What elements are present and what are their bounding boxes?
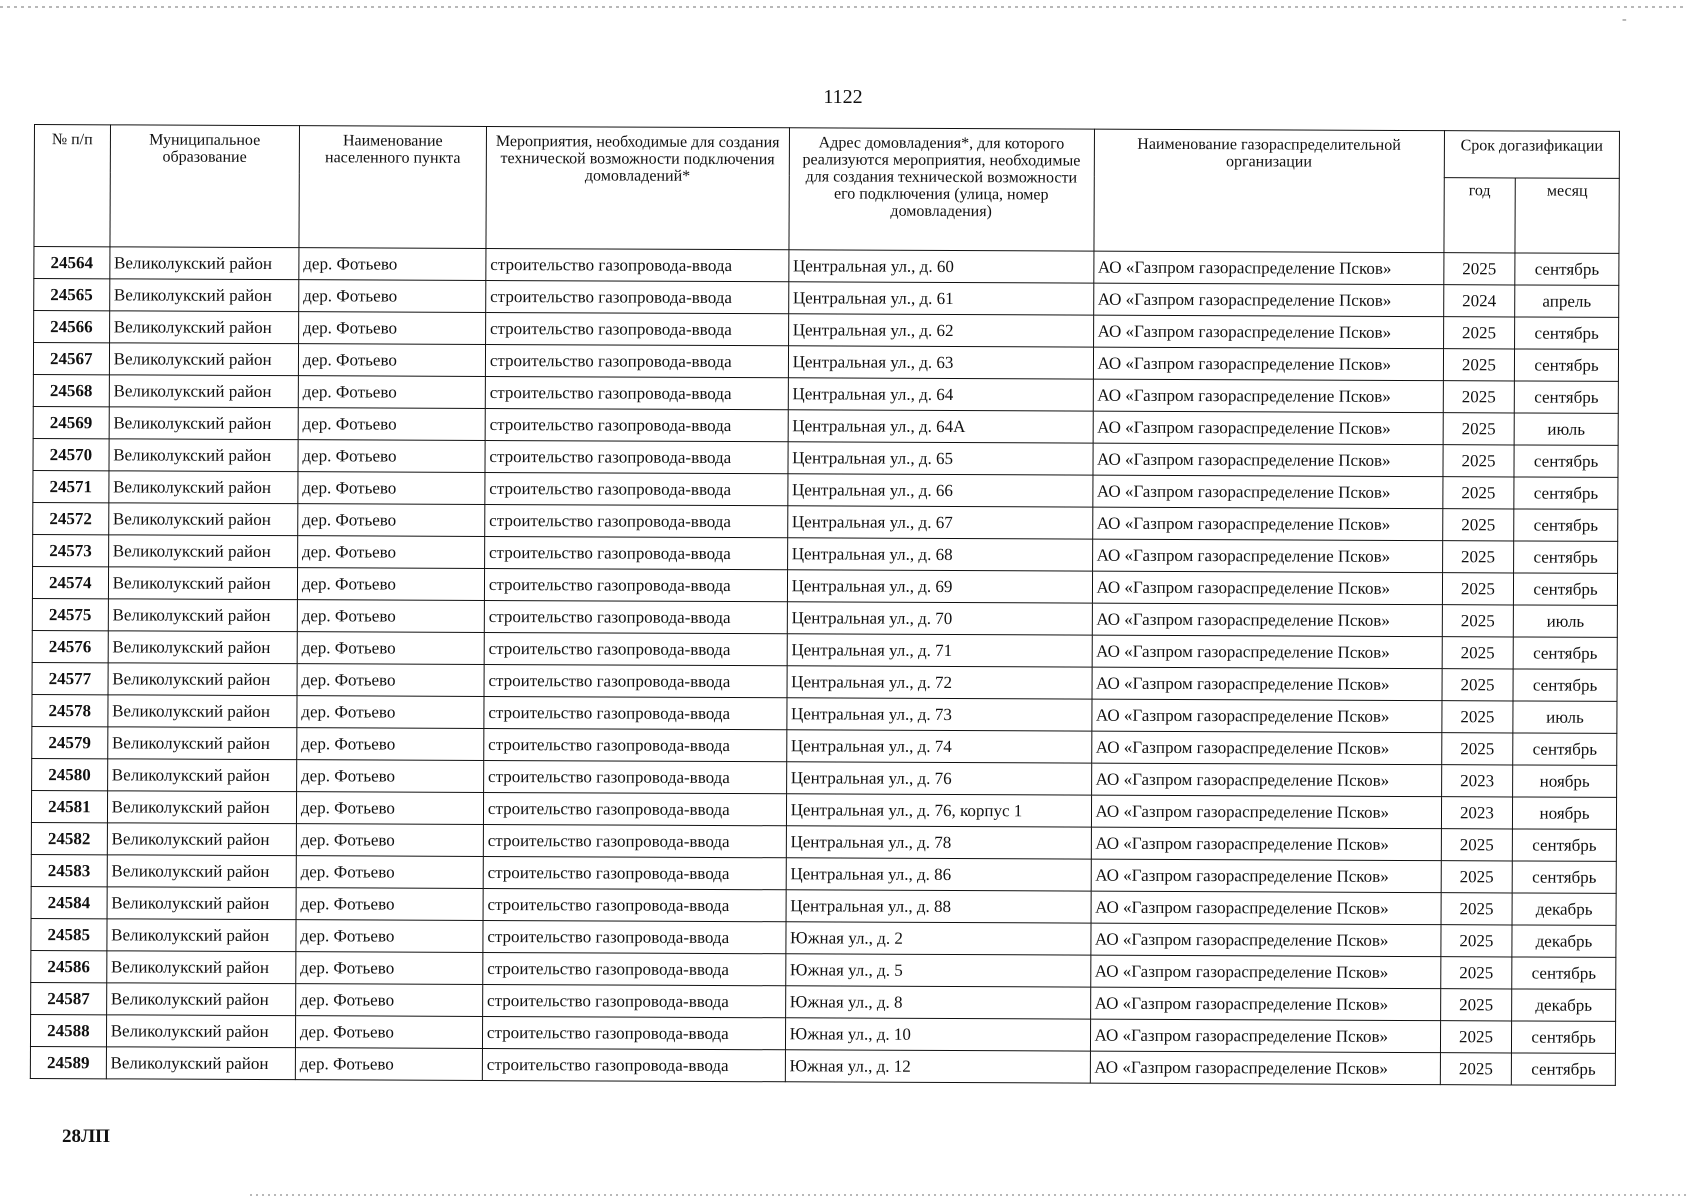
cell-settlement: дер. Фотьево — [296, 792, 483, 825]
cell-settlement: дер. Фотьево — [299, 280, 486, 313]
cell-month: сентябрь — [1514, 381, 1618, 413]
cell-municipality: Великолукский район — [106, 983, 295, 1016]
cell-num: 24588 — [30, 1014, 106, 1046]
cell-year: 2025 — [1440, 1021, 1511, 1053]
cell-municipality: Великолукский район — [107, 759, 296, 792]
cell-year: 2025 — [1443, 413, 1514, 445]
cell-year: 2025 — [1441, 893, 1512, 925]
cell-year: 2025 — [1441, 957, 1512, 989]
cell-settlement: дер. Фотьево — [297, 728, 484, 761]
cell-settlement: дер. Фотьево — [296, 856, 483, 889]
cell-municipality: Великолукский район — [109, 311, 298, 344]
cell-address: Центральная ул., д. 64А — [788, 410, 1093, 443]
footer-code: 28ЛП — [62, 1126, 110, 1147]
cell-year: 2025 — [1444, 253, 1515, 285]
header-year: год — [1444, 178, 1516, 253]
cell-month: декабрь — [1512, 925, 1616, 957]
cell-org: АО «Газпром газораспределение Псков» — [1091, 827, 1441, 861]
cell-address: Центральная ул., д. 76, корпус 1 — [786, 794, 1091, 827]
cell-month: июль — [1513, 605, 1617, 637]
cell-municipality: Великолукский район — [109, 279, 298, 312]
cell-year: 2025 — [1442, 669, 1513, 701]
cell-month: сентябрь — [1515, 317, 1619, 349]
cell-measure: строительство газопровода-ввода — [483, 984, 786, 1017]
cell-address: Южная ул., д. 8 — [785, 986, 1090, 1019]
cell-address: Центральная ул., д. 69 — [787, 570, 1092, 603]
cell-year: 2025 — [1442, 637, 1513, 669]
scan-edge-bottom — [250, 1194, 1686, 1196]
cell-measure: строительство газопровода-ввода — [486, 280, 789, 313]
cell-settlement: дер. Фотьево — [298, 504, 485, 537]
cell-year: 2025 — [1442, 541, 1513, 573]
cell-num: 24566 — [34, 311, 110, 343]
cell-org: АО «Газпром газораспределение Псков» — [1090, 987, 1440, 1021]
cell-month: сентябрь — [1513, 733, 1617, 765]
cell-address: Центральная ул., д. 64 — [788, 378, 1093, 411]
cell-measure: строительство газопровода-ввода — [486, 248, 789, 281]
cell-settlement: дер. Фотьево — [296, 952, 483, 985]
cell-year: 2025 — [1440, 1053, 1511, 1085]
cell-year: 2025 — [1443, 477, 1514, 509]
cell-org: АО «Газпром газораспределение Псков» — [1093, 315, 1443, 349]
cell-municipality: Великолукский район — [109, 375, 298, 408]
cell-org: АО «Газпром газораспределение Псков» — [1090, 1019, 1440, 1053]
cell-month: сентябрь — [1511, 1053, 1615, 1085]
cell-org: АО «Газпром газораспределение Псков» — [1092, 507, 1442, 541]
cell-measure: строительство газопровода-ввода — [485, 472, 788, 505]
cell-settlement: дер. Фотьево — [299, 248, 486, 281]
cell-address: Южная ул., д. 2 — [786, 922, 1091, 955]
cell-measure: строительство газопровода-ввода — [485, 408, 788, 441]
cell-measure: строительство газопровода-ввода — [482, 1048, 785, 1081]
cell-measure: строительство газопровода-ввода — [482, 1016, 785, 1049]
cell-year: 2025 — [1442, 701, 1513, 733]
cell-measure: строительство газопровода-ввода — [483, 888, 786, 921]
cell-year: 2023 — [1441, 765, 1512, 797]
cell-address: Центральная ул., д. 88 — [786, 890, 1091, 923]
cell-address: Центральная ул., д. 60 — [788, 250, 1093, 283]
cell-month: ноябрь — [1513, 765, 1617, 797]
cell-org: АО «Газпром газораспределение Псков» — [1091, 859, 1441, 893]
cell-settlement: дер. Фотьево — [295, 984, 482, 1017]
cell-settlement: дер. Фотьево — [296, 824, 483, 857]
cell-year: 2024 — [1443, 285, 1514, 317]
cell-month: сентябрь — [1515, 253, 1619, 285]
cell-measure: строительство газопровода-ввода — [484, 632, 787, 665]
scan-edge-top — [0, 6, 1686, 8]
cell-municipality: Великолукский район — [109, 343, 298, 376]
cell-address: Центральная ул., д. 65 — [788, 442, 1093, 475]
cell-year: 2025 — [1441, 733, 1512, 765]
cell-address: Центральная ул., д. 72 — [787, 666, 1092, 699]
cell-month: июль — [1514, 413, 1618, 445]
cell-address: Южная ул., д. 5 — [785, 954, 1090, 987]
cell-month: сентябрь — [1513, 637, 1617, 669]
cell-settlement: дер. Фотьево — [296, 920, 483, 953]
cell-month: сентябрь — [1515, 349, 1619, 381]
cell-year: 2023 — [1441, 797, 1512, 829]
cell-org: АО «Газпром газораспределение Псков» — [1090, 923, 1440, 957]
cell-num: 24586 — [31, 950, 107, 982]
cell-municipality: Великолукский район — [107, 855, 296, 888]
cell-measure: строительство газопровода-ввода — [485, 344, 788, 377]
cell-municipality: Великолукский район — [108, 535, 297, 568]
cell-year: 2025 — [1443, 349, 1514, 381]
cell-measure: строительство газопровода-ввода — [484, 568, 787, 601]
cell-municipality: Великолукский район — [109, 247, 298, 280]
cell-year: 2025 — [1441, 861, 1512, 893]
cell-num: 24572 — [33, 502, 109, 534]
cell-measure: строительство газопровода-ввода — [483, 792, 786, 825]
cell-municipality: Великолукский район — [106, 1015, 295, 1048]
cell-num: 24582 — [31, 822, 107, 854]
cell-address: Центральная ул., д. 63 — [788, 346, 1093, 379]
cell-month: сентябрь — [1514, 541, 1618, 573]
cell-settlement: дер. Фотьево — [297, 536, 484, 569]
cell-measure: строительство газопровода-ввода — [484, 696, 787, 729]
corner-mark: - — [1622, 12, 1627, 27]
cell-org: АО «Газпром газораспределение Псков» — [1092, 571, 1442, 605]
cell-municipality: Великолукский район — [107, 823, 296, 856]
cell-num: 24580 — [32, 758, 108, 790]
cell-num: 24581 — [31, 790, 107, 822]
cell-municipality: Великолукский район — [107, 727, 296, 760]
cell-settlement: дер. Фотьево — [296, 760, 483, 793]
cell-org: АО «Газпром газораспределение Псков» — [1092, 475, 1442, 509]
cell-num: 24587 — [31, 982, 107, 1014]
cell-num: 24578 — [32, 694, 108, 726]
cell-org: АО «Газпром газораспределение Псков» — [1093, 411, 1443, 445]
header-deadline: Срок догазификации — [1444, 131, 1619, 179]
cell-municipality: Великолукский район — [108, 695, 297, 728]
cell-num: 24567 — [33, 343, 109, 375]
cell-measure: строительство газопровода-ввода — [484, 664, 787, 697]
cell-address: Центральная ул., д. 67 — [787, 506, 1092, 539]
cell-num: 24589 — [30, 1046, 106, 1078]
cell-address: Центральная ул., д. 71 — [787, 634, 1092, 667]
cell-num: 24571 — [33, 470, 109, 502]
cell-year: 2025 — [1441, 925, 1512, 957]
cell-address: Центральная ул., д. 61 — [788, 282, 1093, 315]
cell-year: 2025 — [1442, 605, 1513, 637]
cell-org: АО «Газпром газораспределение Псков» — [1092, 635, 1442, 669]
cell-num: 24579 — [32, 726, 108, 758]
cell-year: 2025 — [1441, 829, 1512, 861]
cell-org: АО «Газпром газораспределение Псков» — [1090, 955, 1440, 989]
cell-num: 24568 — [33, 374, 109, 406]
cell-settlement: дер. Фотьево — [298, 472, 485, 505]
cell-measure: строительство газопровода-ввода — [483, 920, 786, 953]
cell-num: 24583 — [31, 854, 107, 886]
cell-org: АО «Газпром газораспределение Псков» — [1092, 603, 1442, 637]
cell-month: июль — [1513, 701, 1617, 733]
cell-num: 24565 — [34, 279, 110, 311]
cell-year: 2025 — [1443, 445, 1514, 477]
header-month: месяц — [1515, 178, 1619, 253]
cell-settlement: дер. Фотьево — [297, 568, 484, 601]
header-organization: Наименование газораспределительной организации — [1093, 129, 1444, 253]
cell-org: АО «Газпром газораспределение Псков» — [1090, 1051, 1440, 1085]
cell-measure: строительство газопровода-ввода — [484, 536, 787, 569]
cell-settlement: дер. Фотьево — [295, 1016, 482, 1049]
cell-settlement: дер. Фотьево — [298, 312, 485, 345]
cell-settlement: дер. Фотьево — [297, 600, 484, 633]
cell-year: 2025 — [1443, 317, 1514, 349]
cell-month: сентябрь — [1512, 829, 1616, 861]
cell-settlement: дер. Фотьево — [298, 376, 485, 409]
cell-measure: строительство газопровода-ввода — [483, 856, 786, 889]
cell-address: Центральная ул., д. 78 — [786, 826, 1091, 859]
cell-address: Центральная ул., д. 70 — [787, 602, 1092, 635]
cell-measure: строительство газопровода-ввода — [484, 728, 787, 761]
cell-address: Центральная ул., д. 66 — [787, 474, 1092, 507]
cell-month: сентябрь — [1514, 477, 1618, 509]
cell-settlement: дер. Фотьево — [298, 408, 485, 441]
cell-month: сентябрь — [1512, 1021, 1616, 1053]
header-num: № п/п — [34, 125, 110, 247]
cell-municipality: Великолукский район — [106, 951, 295, 984]
cell-num: 24575 — [32, 598, 108, 630]
cell-org: АО «Газпром газораспределение Псков» — [1091, 731, 1441, 765]
cell-settlement: дер. Фотьево — [297, 632, 484, 665]
cell-num: 24585 — [31, 918, 107, 950]
cell-municipality: Великолукский район — [106, 1047, 295, 1080]
cell-address: Центральная ул., д. 74 — [786, 730, 1091, 763]
cell-num: 24574 — [32, 566, 108, 598]
cell-address: Центральная ул., д. 86 — [786, 858, 1091, 891]
cell-settlement: дер. Фотьево — [296, 888, 483, 921]
cell-num: 24570 — [33, 438, 109, 470]
cell-settlement: дер. Фотьево — [297, 664, 484, 697]
cell-year: 2025 — [1440, 989, 1511, 1021]
cell-measure: строительство газопровода-ввода — [485, 376, 788, 409]
cell-municipality: Великолукский район — [107, 791, 296, 824]
cell-org: АО «Газпром газораспределение Псков» — [1093, 379, 1443, 413]
header-measures: Мероприятия, необходимые для создания технической возможности подключения домовладений* — [486, 126, 789, 249]
cell-org: АО «Газпром газораспределение Псков» — [1091, 795, 1441, 829]
cell-municipality: Великолукский район — [107, 919, 296, 952]
cell-num: 24564 — [34, 247, 110, 279]
cell-num: 24576 — [32, 630, 108, 662]
table-row — [30, 1046, 1615, 1085]
cell-month: сентябрь — [1513, 669, 1617, 701]
cell-num: 24573 — [33, 534, 109, 566]
cell-num: 24577 — [32, 662, 108, 694]
cell-org: АО «Газпром газораспределение Псков» — [1091, 699, 1441, 733]
gasification-table-wrap — [30, 124, 1620, 1086]
cell-municipality: Великолукский район — [108, 503, 297, 536]
cell-address: Южная ул., д. 10 — [785, 1018, 1090, 1051]
cell-org: АО «Газпром газораспределение Псков» — [1092, 539, 1442, 573]
page-number: 1122 — [823, 86, 863, 108]
cell-address: Центральная ул., д. 68 — [787, 538, 1092, 571]
cell-municipality: Великолукский район — [107, 887, 296, 920]
cell-measure: строительство газопровода-ввода — [485, 504, 788, 537]
cell-month: декабрь — [1512, 893, 1616, 925]
cell-settlement: дер. Фотьево — [298, 344, 485, 377]
cell-org: АО «Газпром газораспределение Псков» — [1093, 347, 1443, 381]
cell-address: Центральная ул., д. 73 — [786, 698, 1091, 731]
cell-municipality: Великолукский район — [108, 663, 297, 696]
cell-month: сентябрь — [1514, 445, 1618, 477]
cell-org: АО «Газпром газораспределение Псков» — [1093, 283, 1443, 317]
cell-year: 2025 — [1442, 509, 1513, 541]
cell-month: апрель — [1515, 285, 1619, 317]
cell-municipality: Великолукский район — [108, 567, 297, 600]
cell-org: АО «Газпром газораспределение Псков» — [1093, 251, 1443, 285]
cell-year: 2025 — [1443, 381, 1514, 413]
cell-municipality: Великолукский район — [108, 599, 297, 632]
cell-municipality: Великолукский район — [109, 471, 298, 504]
cell-month: сентябрь — [1514, 573, 1618, 605]
cell-month: декабрь — [1512, 989, 1616, 1021]
cell-org: АО «Газпром газораспределение Псков» — [1091, 763, 1441, 797]
cell-org: АО «Газпром газораспределение Псков» — [1091, 891, 1441, 925]
cell-measure: строительство газопровода-ввода — [483, 760, 786, 793]
cell-municipality: Великолукский район — [108, 631, 297, 664]
cell-month: ноябрь — [1513, 797, 1617, 829]
cell-num: 24584 — [31, 886, 107, 918]
cell-settlement: дер. Фотьево — [295, 1048, 482, 1081]
cell-settlement: дер. Фотьево — [298, 440, 485, 473]
cell-address: Центральная ул., д. 62 — [788, 314, 1093, 347]
cell-year: 2025 — [1442, 573, 1513, 605]
cell-month: сентябрь — [1512, 861, 1616, 893]
cell-municipality: Великолукский район — [109, 407, 298, 440]
cell-num: 24569 — [33, 406, 109, 438]
cell-settlement: дер. Фотьево — [297, 696, 484, 729]
cell-org: АО «Газпром газораспределение Псков» — [1092, 667, 1442, 701]
gasification-table — [30, 124, 1620, 1086]
header-municipality: Муниципальное образование — [110, 125, 300, 248]
cell-address: Южная ул., д. 12 — [785, 1050, 1090, 1083]
cell-measure: строительство газопровода-ввода — [485, 440, 788, 473]
header-settlement: Наименование населенного пункта — [299, 126, 487, 249]
cell-org: АО «Газпром газораспределение Псков» — [1092, 443, 1442, 477]
cell-municipality: Великолукский район — [109, 439, 298, 472]
cell-address: Центральная ул., д. 76 — [786, 762, 1091, 795]
cell-month: сентябрь — [1512, 957, 1616, 989]
cell-measure: строительство газопровода-ввода — [485, 312, 788, 345]
cell-measure: строительство газопровода-ввода — [483, 824, 786, 857]
table-body — [30, 247, 1619, 1086]
cell-measure: строительство газопровода-ввода — [484, 600, 787, 633]
cell-month: сентябрь — [1514, 509, 1618, 541]
cell-measure: строительство газопровода-ввода — [483, 952, 786, 985]
header-address: Адрес домовладения*, для которого реализуются мероприятия, необходимые для создания технической возможности его подключения (улица, номер домовладения) — [789, 128, 1094, 251]
